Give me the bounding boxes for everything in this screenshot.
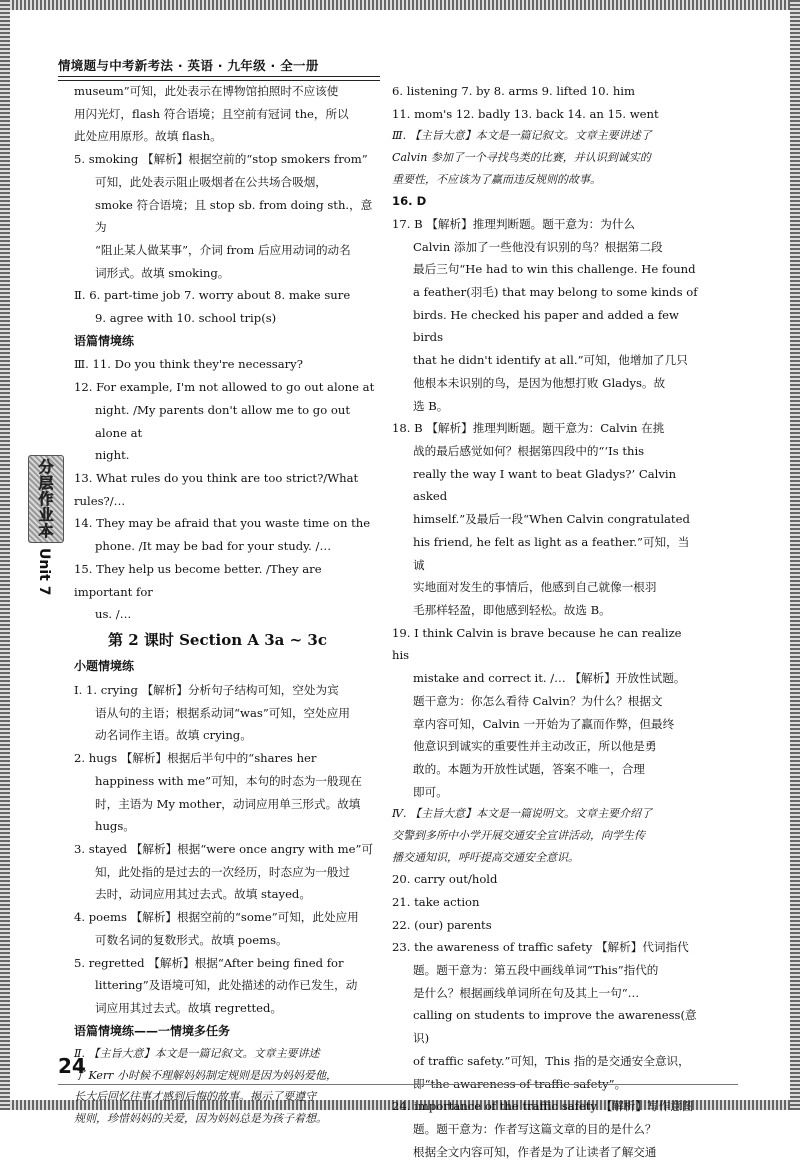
answer-item: 13. What rules do you think are too strict?/What rules?/… — [74, 471, 359, 508]
answer-item: 24. importance of the traffic safety 【解析】写作意图 — [392, 1099, 694, 1114]
text-line: night. — [95, 448, 130, 463]
text-line: littering”及语境可知，此处描述的动作已发生，动 — [95, 978, 358, 993]
answer-item: 16. D — [392, 194, 427, 209]
text-line: night. /My parents don't allow me to go out alone at — [95, 402, 350, 440]
header-rule — [58, 76, 380, 77]
text-line: really the way I want to beat Gladys?’ Calvin asked — [413, 466, 677, 504]
answer-item: 19. I think Calvin is brave because he can realize his — [392, 625, 682, 663]
page-border-top — [0, 0, 800, 10]
text-line: 去时，动词应用其过去式。故填 stayed。 — [95, 887, 311, 902]
text-line: 是什么？根据画线单词所在句及其上一句“… — [413, 985, 640, 1000]
text-line: 实地面对发生的事情后，他感到自己就像一根羽 — [413, 580, 657, 595]
right-column — [392, 80, 698, 1163]
text-line: 根据全文内容可知，作者是为了让读者了解交通 — [413, 1144, 657, 1159]
text-line: 战的最后感觉如何？根据第四段中的“‘Is this — [413, 443, 645, 458]
text-line: 即“the awareness of traffic safety”。 — [413, 1076, 627, 1091]
text-line: that he didn't identify at all.”可知，他增加了几只 — [413, 353, 688, 368]
footer-rule — [58, 1084, 738, 1085]
answer-item: 3. stayed 【解析】根据“were once angry with me”可 — [74, 841, 374, 856]
answer-item: 5. smoking 【解析】根据空前的“stop smokers from” — [74, 152, 368, 167]
text-line: 章内容可知，Calvin 一开始为了赢而作弊，但最终 — [413, 716, 675, 731]
summary-line: 交警到多所中小学开展交通安全宣讲活动，向学生传 — [392, 829, 645, 843]
text-line: 知，此处指的是过去的一次经历，时态应为一般过 — [95, 864, 351, 879]
answer-item: 15. They help us become better. /They are important for — [74, 561, 322, 599]
unit-label: Unit 7 — [36, 548, 52, 596]
text-line: 题。题干意为：第五段中画线单词“This”指代的 — [413, 963, 659, 977]
text-line: hugs。 — [95, 819, 135, 834]
summary-line: 长大后回忆往事才感到后悔的故事。揭示了要遵守 — [74, 1090, 316, 1104]
text-line: 可数名词的复数形式。故填 poems。 — [95, 932, 288, 947]
answer-item: 22. (our) parents — [392, 917, 492, 932]
text-line: 可知，此处表示阻止吸烟者在公共场合吸烟， — [95, 174, 327, 189]
answer-item: 2. hugs 【解析】根据后半句中的“shares her — [74, 751, 317, 766]
answer-item: Ⅱ. 6. part-time job 7. worry about 8. make sure — [74, 288, 351, 303]
text-line: 最后三句“He had to win this challenge. He found — [413, 262, 696, 277]
text-line: himself.”及最后一段“When Calvin congratulated — [413, 512, 690, 527]
section-subheading: 小题情境练 — [74, 659, 135, 674]
summary-line: Ⅱ. 【主旨大意】本文是一篇记叙文。文章主要讲述 — [74, 1047, 320, 1061]
text-line: 选 B。 — [413, 398, 449, 413]
text-line: 词应用其过去式。故填 regretted。 — [95, 1001, 283, 1016]
text-line: birds. He checked his paper and added a few birds — [413, 307, 679, 345]
text-line: us. /… — [95, 607, 132, 622]
text-line: happiness with me”可知，本句的时态为一般现在 — [95, 773, 362, 788]
summary-line: Ⅳ. 【主旨大意】本文是一篇说明文。文章主要介绍了 — [392, 807, 652, 821]
text-line: phone. /It may be bad for your study. /… — [95, 539, 332, 554]
lesson-title: 第 2 课时 Section A 3a ~ 3c — [108, 631, 327, 650]
summary-line: 了 Kerr 小时候不理解妈妈制定规则是因为妈妈爱他， — [74, 1068, 337, 1082]
text-line: “阻止某人做某事”，介词 from 后应用动词的动名 — [95, 243, 351, 258]
text-line: his friend, he felt as light as a feather.”可知，当诚 — [413, 534, 690, 572]
summary-line: 重要性，不应该为了赢而违反规则的故事。 — [392, 172, 601, 186]
text-line: museum”可知，此处表示在博物馆拍照时不应该使 — [74, 84, 339, 98]
answer-item: 5. regretted 【解析】根据“After being fined for — [74, 955, 344, 970]
text-line: calling on students to improve the awareness(意识) — [413, 1008, 697, 1046]
answer-item: Ⅲ. 11. Do you think they're necessary? — [74, 357, 303, 372]
answer-item: 17. B 【解析】推理判断题。题干意为：为什么 — [392, 216, 636, 231]
section-subheading: 语篇情境练——一情境多任务 — [74, 1023, 231, 1038]
text-line: 即可。 — [413, 784, 448, 799]
page-border-left — [0, 0, 10, 1110]
text-line: 用闪光灯，flash 符合语境；且空前有冠词 the，所以 — [74, 106, 349, 121]
text-line: of traffic safety.”可知，This 指的是交通安全意识， — [413, 1053, 690, 1068]
answer-item: 12. For example, I'm not allowed to go out alone at — [74, 380, 375, 395]
side-tab-label: 分层作业本 — [36, 459, 55, 539]
text-line: Calvin 添加了一些他没有识别的鸟？根据第二段 — [413, 239, 663, 254]
section-subheading: 语篇情境练 — [74, 333, 135, 348]
answer-item: 18. B 【解析】推理判断题。题干意为：Calvin 在挑 — [392, 421, 665, 436]
text-line: 毛那样轻盈，即他感到轻松。故选 B。 — [413, 603, 611, 618]
answer-item: Ⅰ. 1. crying 【解析】分析句子结构可知，空处为宾 — [74, 682, 339, 697]
answer-item: 14. They may be afraid that you waste time on the — [74, 516, 371, 531]
text-line: 时，主语为 My mother，动词应用单三形式。故填 — [95, 796, 361, 811]
text-line: 此处应用原形。故填 flash。 — [74, 129, 222, 144]
answer-item: 21. take action — [392, 894, 480, 909]
text-line: 词形式。故填 smoking。 — [95, 265, 230, 280]
summary-line: Calvin 参加了一个寻找鸟类的比赛，并认识到诚实的 — [392, 150, 651, 164]
answer-item: 20. carry out/hold — [392, 872, 498, 887]
text-line: 敢的。本题为开放性试题，答案不唯一，合理 — [413, 762, 645, 777]
side-tab — [28, 455, 64, 543]
text-line: 题。题干意为：作者写这篇文章的目的是什么？ — [413, 1122, 657, 1137]
summary-line: 规则，珍惜妈妈的关爱，因为妈妈总是为孩子着想。 — [74, 1111, 327, 1125]
text-line: 他根本未识别的鸟，是因为他想打败 Gladys。故 — [413, 375, 666, 390]
text-line: 题干意为：你怎么看待 Calvin？为什么？根据文 — [413, 693, 663, 708]
text-line: a feather(羽毛) that may belong to some kinds of — [413, 284, 698, 299]
page-header: 情境题与中考新考法 · 英语 · 九年级 · 全一册 — [58, 58, 319, 73]
page-number: 24 — [58, 1054, 86, 1078]
text-line: mistake and correct it. /… 【解析】开放性试题。 — [413, 671, 686, 686]
answer-item: 23. the awareness of traffic safety 【解析】代词指代 — [392, 940, 689, 955]
answer-item: 4. poems 【解析】根据空前的“some”可知，此处应用 — [74, 910, 359, 925]
left-column — [74, 80, 378, 1129]
answer-item: 11. mom's 12. badly 13. back 14. an 15. went — [392, 106, 659, 121]
answer-item: 9. agree with 10. school trip(s) — [95, 311, 277, 326]
text-line: 动名词作主语。故填 crying。 — [95, 728, 252, 743]
summary-line: 播交通知识，呼吁提高交通安全意识。 — [392, 850, 579, 864]
text-line: smoke 符合语境；且 stop sb. from doing sth.，意为 — [95, 197, 373, 235]
text-line: 他意识到诚实的重要性并主动改正，所以他是勇 — [413, 739, 657, 754]
text-line: 语从句的主语；根据系动词“was”可知，空处应用 — [95, 705, 350, 720]
summary-line: Ⅲ. 【主旨大意】本文是一篇记叙文。文章主要讲述了 — [392, 129, 652, 143]
answer-item: 6. listening 7. by 8. arms 9. lifted 10. him — [392, 84, 635, 98]
page-border-right — [790, 0, 800, 1110]
